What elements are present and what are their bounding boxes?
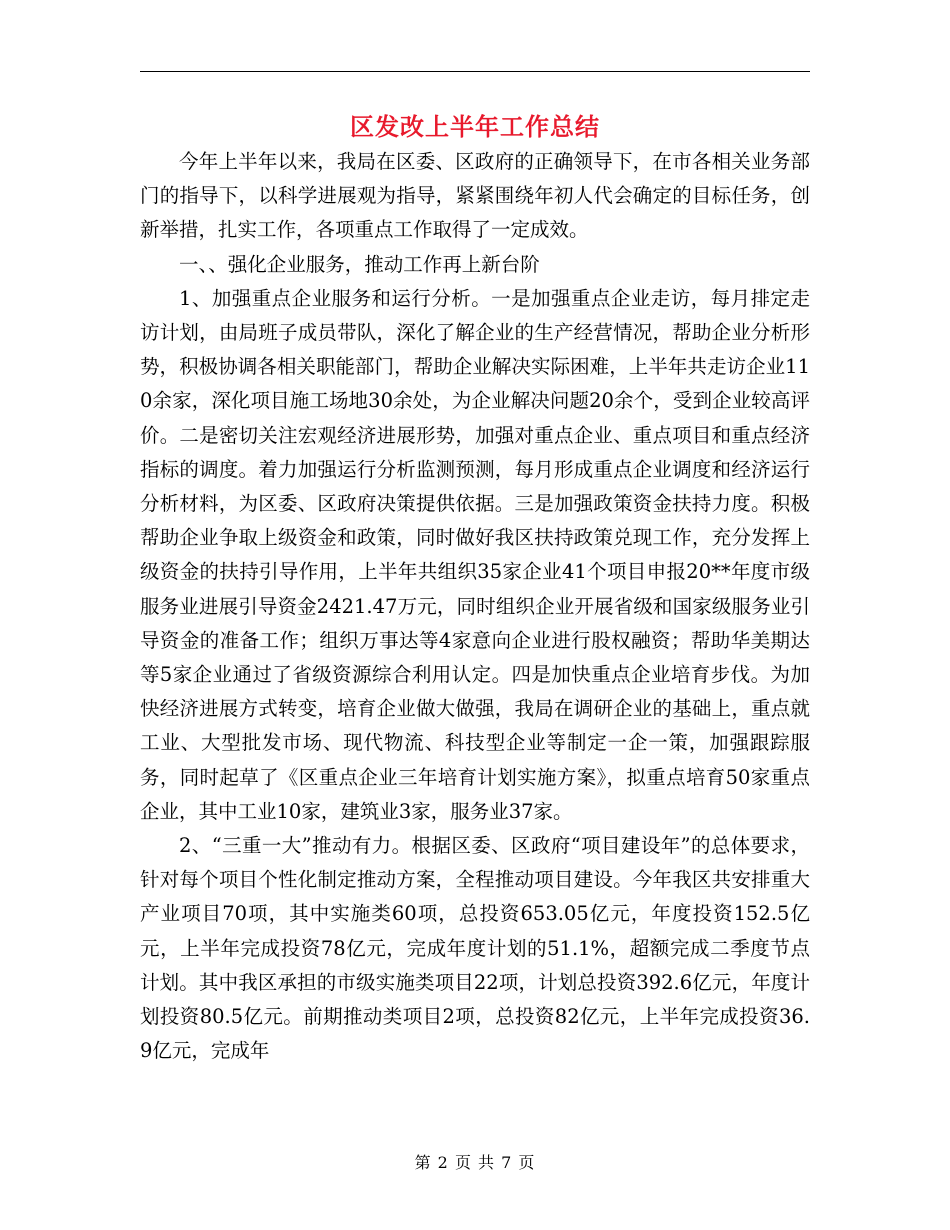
section-heading: 一、、强化企业服务，推动工作再上新台阶 — [179, 252, 540, 276]
body-paragraph-project-promotion: 2、“三重一大”推动有力。根据区委、区政府“项目建设年”的总体要求，针对每个项目个性化制定推动方案，全程推动项目建设。今年我区共安排重大产业项目70项，其中实施类60项，总投资653.05亿元，年度投资152.5亿元，上半年完成投资78亿元，完成年度计划的51.1%，超额完成二季度节点计划。其中我区承担的市级实施类项目22项，计划总投资392.6亿元，年度计划投资80.5亿元。前期推动类项目2项，总投资82亿元，上半年完成投资36.9亿元，完成年 — [140, 834, 810, 1063]
document-title: 区发改上半年工作总结 — [350, 112, 600, 141]
body-paragraph-enterprise-service: 1、加强重点企业服务和运行分析。一是加强重点企业走访，每月排定走访计划，由局班子成员带队，深化了解企业的生产经营情况，帮助企业分析形势，积极协调各相关职能部门，帮助企业解决实际困难，上半年共走访企业110余家，深化项目施工场地30余处，为企业解决问题20余个，受到企业较高评价。二是密切关注宏观经济进展形势，加强对重点企业、重点项目和重点经济指标的调度。着力加强运行分析监测预测，每月形成重点企业调度和经济运行分析材料，为区委、区政府决策提供依据。三是加强政策资金扶持力度。积极帮助企业争取上级资金和政策，同时做好我区扶持政策兑现工作，充分发挥上级资金的扶持引导作用，上半年共组织35家企业41个项目申报20**年度市级服务业进展引导资金2421.47万元，同时组织企业开展省级和国家级服务业引导资金的准备工作；组织万事达等4家意向企业进行股权融资；帮助华美期达等5家企业通过了省级资源综合利用认定。四是加快重点企业培育步伐。为加快经济进展方式转变，培育企业做大做强，我局在调研企业的基础上，重点就工业、大型批发市场、现代物流、科技型企业等制定一企一策，加强跟踪服务，同时起草了《区重点企业三年培育计划实施方案》，拟重点培育50家重点企业，其中工业10家，建筑业3家，服务业37家。 — [140, 286, 810, 823]
header-rule — [140, 71, 810, 72]
document-body — [140, 145, 810, 1068]
page-number-footer: 第 2 页 共 7 页 — [414, 1153, 536, 1172]
intro-paragraph: 今年上半年以来，我局在区委、区政府的正确领导下，在市各相关业务部门的指导下，以科学进展观为指导，紧紧围绕年初人代会确定的目标任务，创新举措，扎实工作，各项重点工作取得了一定成效。 — [140, 150, 810, 242]
